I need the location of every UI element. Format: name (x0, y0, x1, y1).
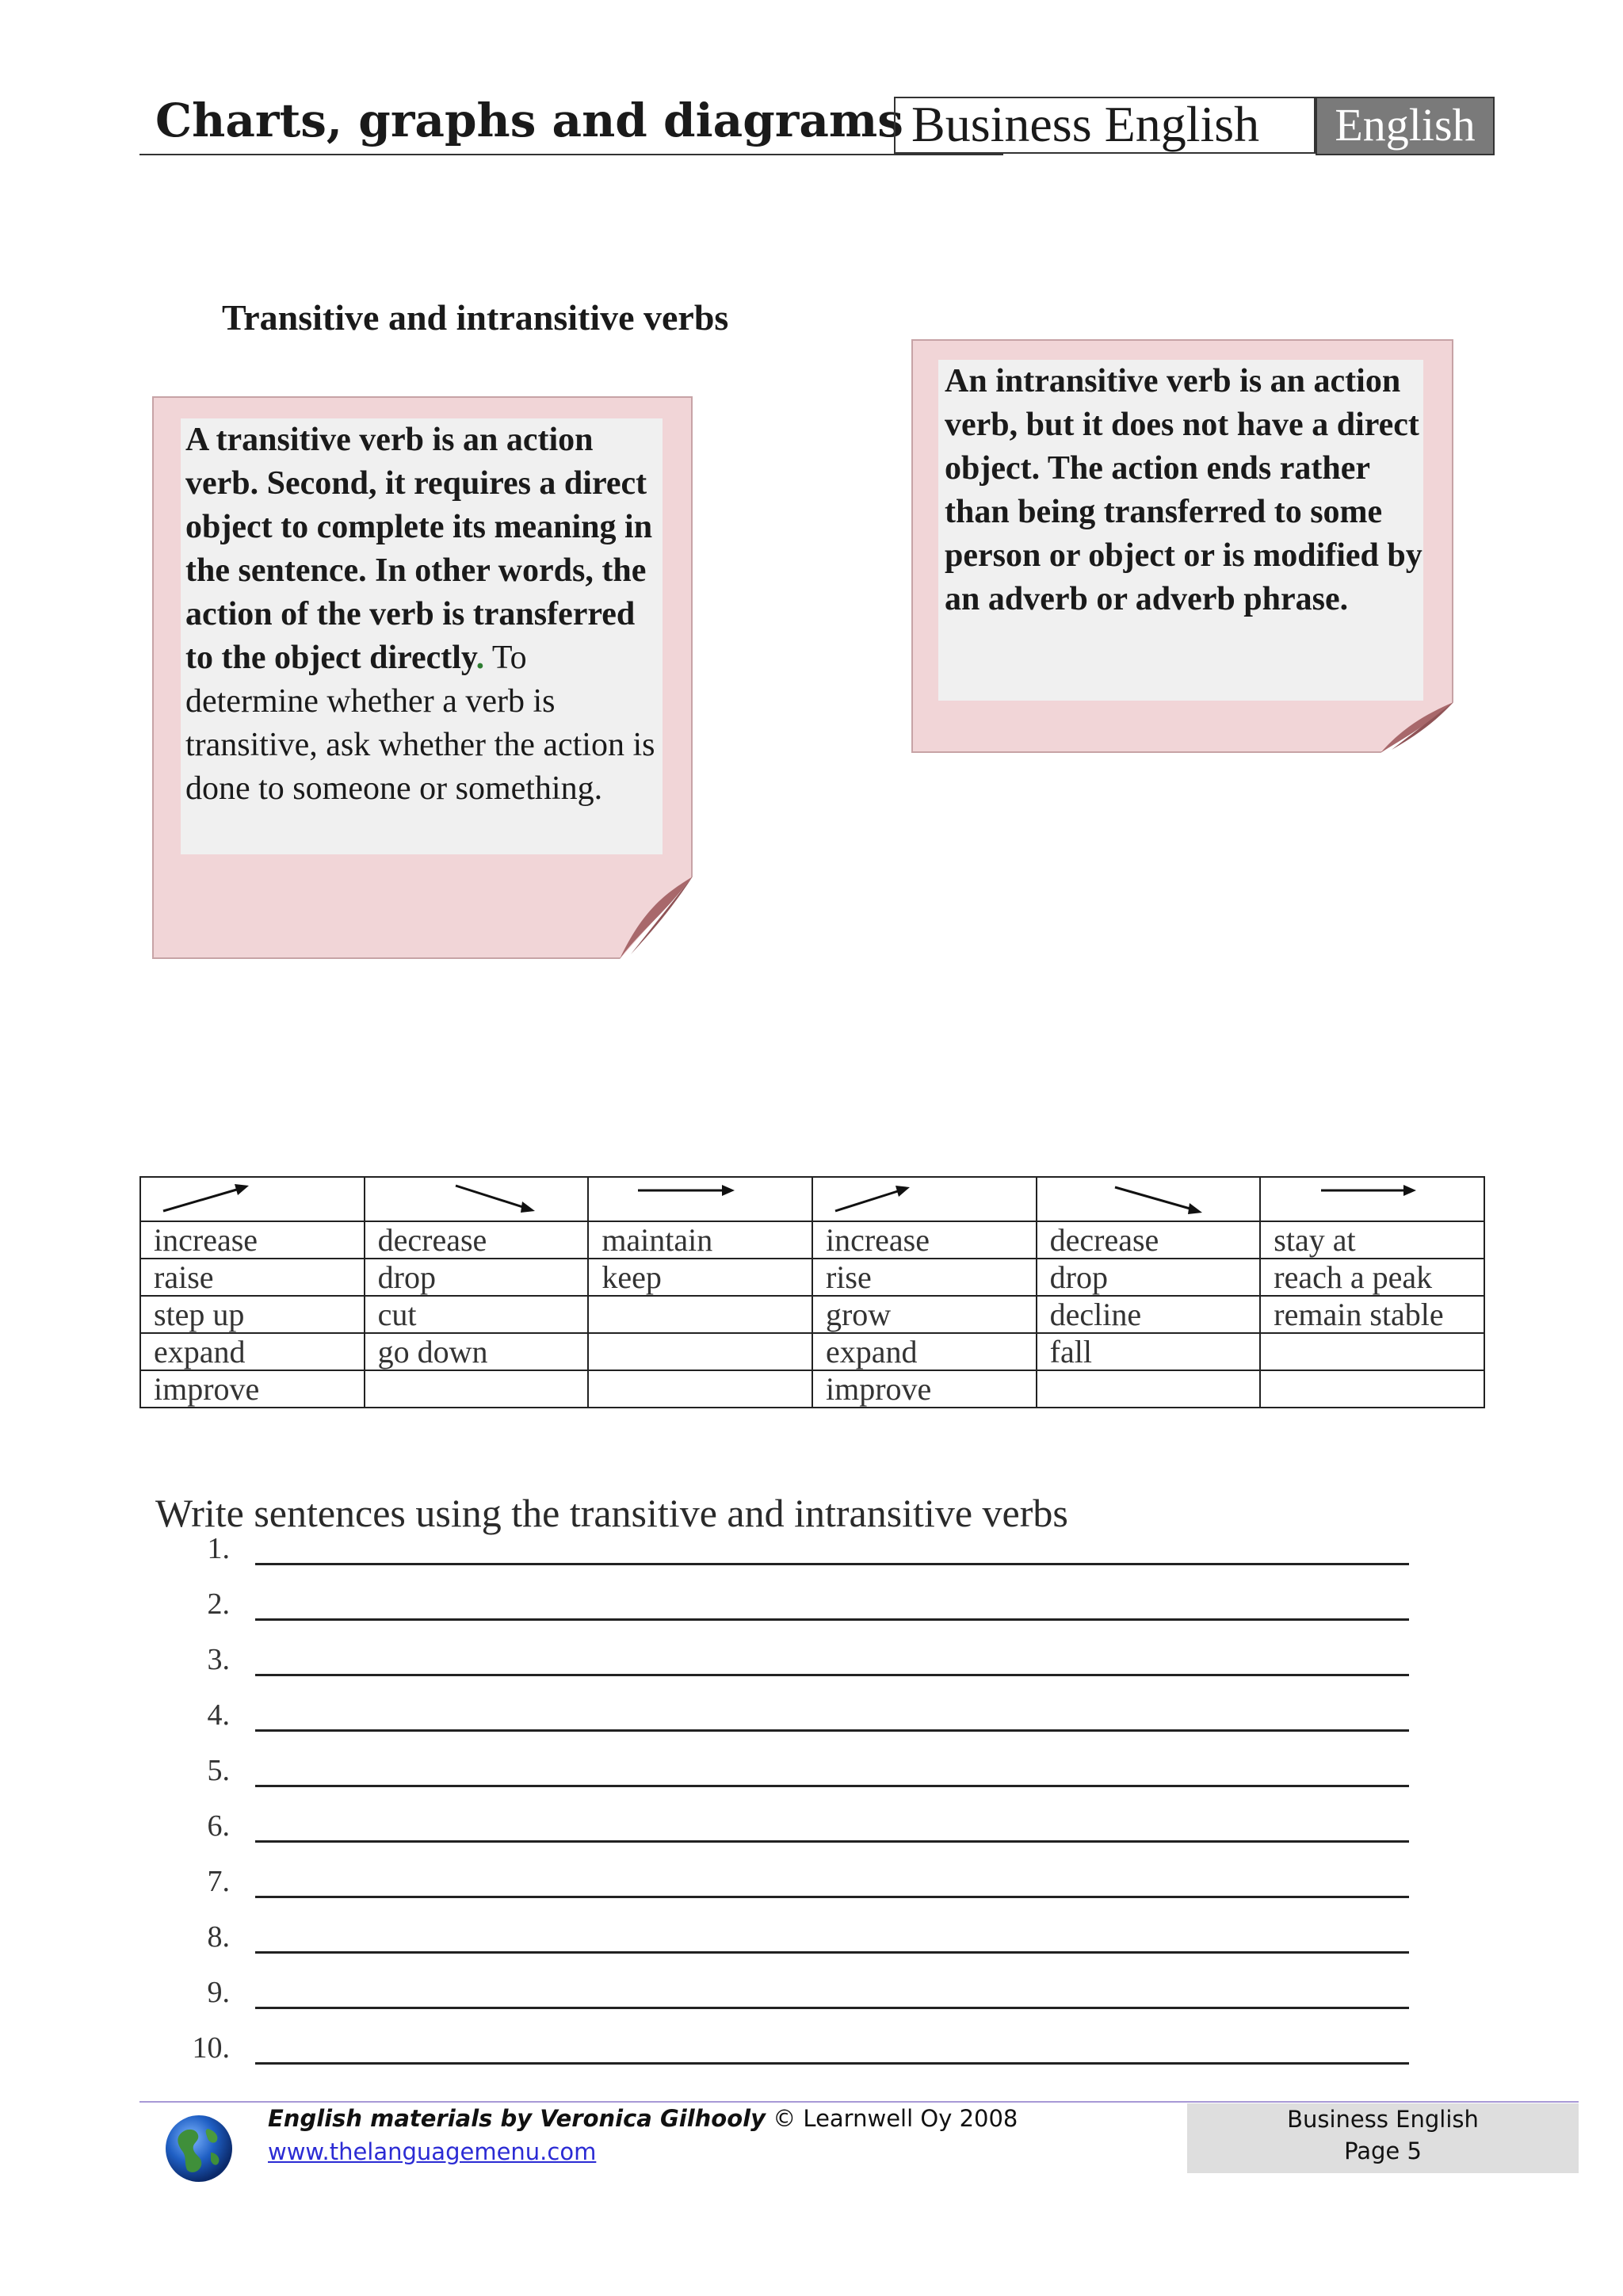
transitive-definition-bold: A transitive verb is an action verb. Second, it requires a direct object to complete its meaning in the sentence. In other words, the action of the verb is transferred to the object directly (185, 422, 653, 676)
answer-line[interactable] (255, 1729, 1409, 1732)
table-row (140, 1259, 1484, 1296)
table-cell: decrease (365, 1221, 589, 1259)
table-cell (1037, 1370, 1261, 1408)
arrow-right-icon (589, 1178, 811, 1221)
transitive-definition-period: . (475, 640, 485, 676)
answer-line[interactable] (255, 1896, 1409, 1898)
table-cell (1260, 1177, 1484, 1221)
table-cell: step up (140, 1296, 365, 1333)
exercise-number: 9. (207, 1976, 230, 2009)
exercise-number: 5. (207, 1754, 230, 1787)
table-cell (365, 1177, 589, 1221)
page-curl-icon (1381, 702, 1453, 753)
answer-line[interactable] (255, 1618, 1409, 1621)
answer-line[interactable] (255, 1563, 1409, 1565)
table-cell: fall (1037, 1333, 1261, 1370)
table-cell: raise (140, 1259, 365, 1296)
table-row (140, 1177, 1484, 1221)
table-cell: decrease (1037, 1221, 1261, 1259)
table-cell (588, 1333, 812, 1370)
footer-credit (268, 2105, 1018, 2132)
footer-author: English materials by Veronica Gilhooly (268, 2105, 766, 2132)
course-label: Business English (894, 97, 1316, 154)
page-curl-icon (620, 877, 693, 959)
exercise-heading: Write sentences using the transitive and intransitive verbs (155, 1491, 1068, 1535)
arrow-right-icon (1261, 1178, 1483, 1221)
transitive-note (152, 396, 693, 959)
answer-line[interactable] (255, 2062, 1409, 2065)
exercise-number: 6. (207, 1809, 230, 1843)
table-cell: expand (140, 1333, 365, 1370)
answer-line[interactable] (255, 1951, 1409, 1954)
subject-badge: English (1316, 97, 1495, 155)
table-cell: decline (1037, 1296, 1261, 1333)
table-cell: stay at (1260, 1221, 1484, 1259)
table-cell: improve (812, 1370, 1037, 1408)
exercise-number: 10. (192, 2031, 230, 2065)
exercise-number: 1. (207, 1532, 230, 1565)
table-cell: drop (1037, 1259, 1261, 1296)
table-row (140, 1221, 1484, 1259)
table-cell: rise (812, 1259, 1037, 1296)
table-cell: reach a peak (1260, 1259, 1484, 1296)
exercise-number: 2. (207, 1587, 230, 1621)
intransitive-definition (945, 360, 1430, 621)
table-cell (812, 1177, 1037, 1221)
exercise-number: 3. (207, 1643, 230, 1676)
arrow-up-right-icon (141, 1178, 363, 1221)
table-cell: increase (140, 1221, 365, 1259)
table-row (140, 1370, 1484, 1408)
footer-link[interactable]: www.thelanguagemenu.com (268, 2138, 597, 2165)
table-row (140, 1333, 1484, 1370)
arrow-down-right-icon (365, 1178, 587, 1221)
intransitive-note (911, 339, 1453, 753)
table-cell: drop (365, 1259, 589, 1296)
footer-page-box (1187, 2103, 1579, 2173)
footer-course: Business English (1287, 2106, 1479, 2133)
section-heading: Transitive and intransitive verbs (222, 297, 729, 338)
exercise-number: 8. (207, 1920, 230, 1954)
answer-line[interactable] (255, 2007, 1409, 2009)
table-cell: keep (588, 1259, 812, 1296)
page-number: Page 5 (1344, 2137, 1422, 2164)
table-cell (1260, 1370, 1484, 1408)
table-cell (140, 1177, 365, 1221)
table-cell (365, 1370, 589, 1408)
transitive-definition (185, 418, 661, 811)
transitive-definition-plain: To determine whether a verb is transitive, ask whether the action is done to someone or something. (185, 640, 655, 807)
table-cell: maintain (588, 1221, 812, 1259)
footer-copyright: © Learnwell Oy 2008 (765, 2105, 1018, 2132)
arrow-up-right-icon (813, 1178, 1035, 1221)
table-cell (588, 1296, 812, 1333)
exercise-number: 4. (207, 1698, 230, 1732)
answer-line[interactable] (255, 1785, 1409, 1787)
exercise-number: 7. (207, 1865, 230, 1898)
table-cell: grow (812, 1296, 1037, 1333)
page-title: Charts, graphs and diagrams (155, 94, 903, 147)
table-cell (588, 1370, 812, 1408)
answer-line[interactable] (255, 1840, 1409, 1843)
table-cell: cut (365, 1296, 589, 1333)
table-cell (1037, 1177, 1261, 1221)
header-rule (139, 154, 1003, 155)
footer-rule (139, 2101, 1579, 2103)
globe-icon (163, 2113, 235, 2184)
answer-line[interactable] (255, 1674, 1409, 1676)
table-cell: go down (365, 1333, 589, 1370)
table-row (140, 1296, 1484, 1333)
table-cell (1260, 1333, 1484, 1370)
table-cell: increase (812, 1221, 1037, 1259)
table-cell: improve (140, 1370, 365, 1408)
intransitive-definition-bold: An intransitive verb is an action verb, but it does not have a direct object. The action ends rather than being transferred to some person or object or is modified by an adverb or adverb phrase. (945, 363, 1423, 617)
verb-table (139, 1176, 1485, 1408)
arrow-down-right-icon (1037, 1178, 1259, 1221)
table-cell: expand (812, 1333, 1037, 1370)
table-cell: remain stable (1260, 1296, 1484, 1333)
table-cell (588, 1177, 812, 1221)
